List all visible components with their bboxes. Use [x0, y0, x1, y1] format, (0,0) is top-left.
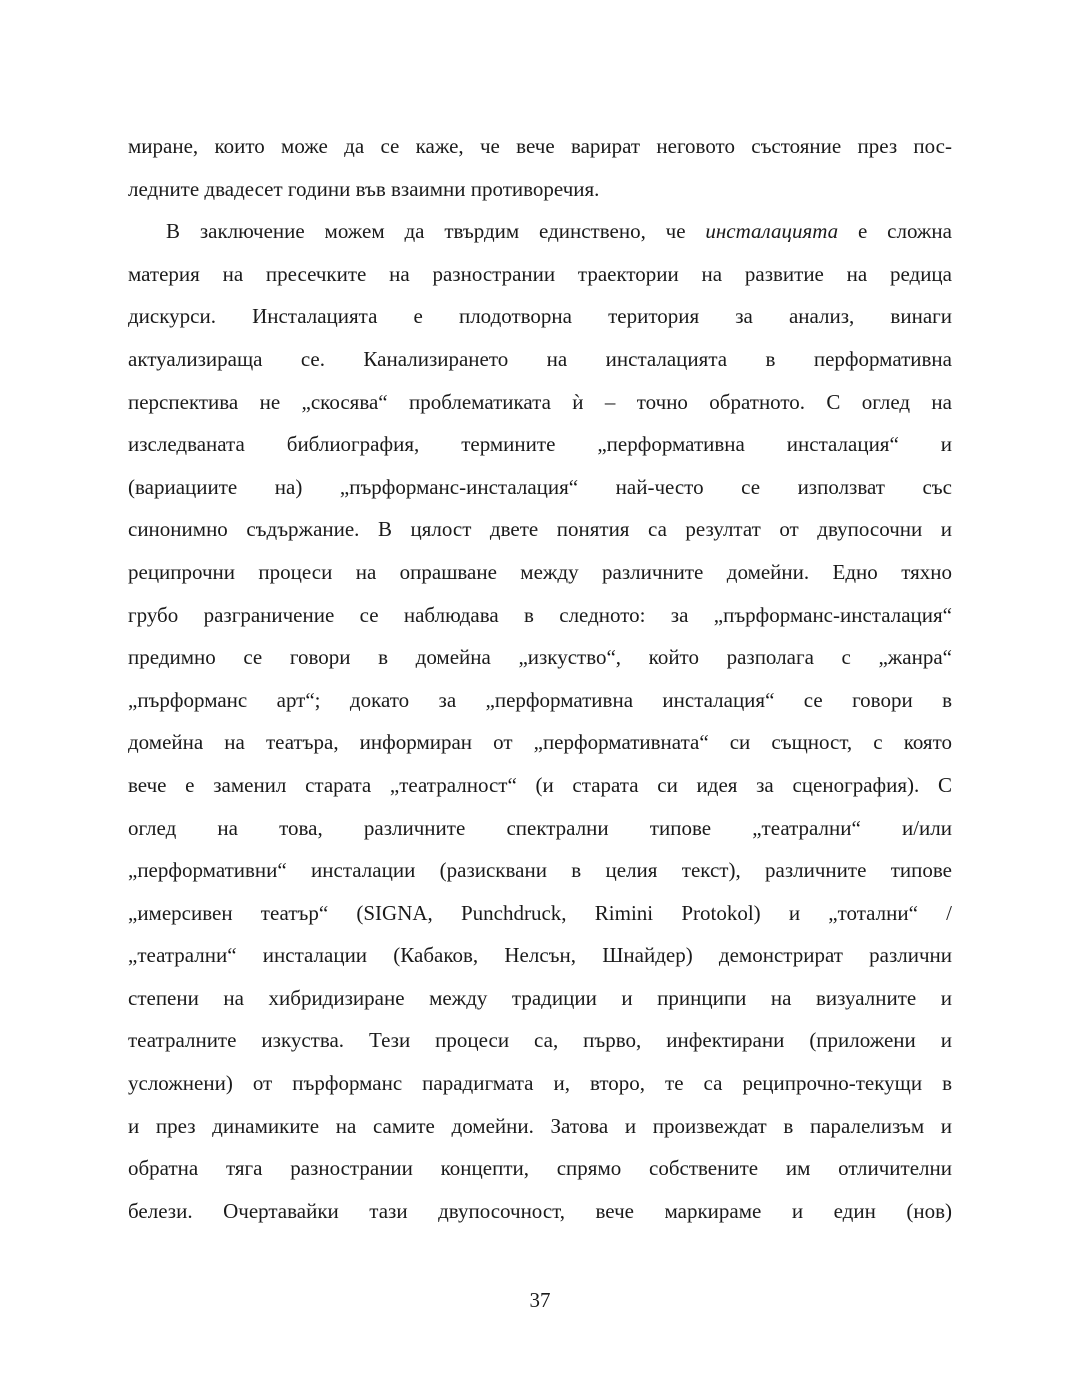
text-line: миране, които може да се каже, че вече варират неговото състояние през пос-	[128, 134, 952, 158]
text-line: степени на хибридизиране между традиции и принципи на визуалните и	[128, 985, 952, 1010]
text-line: усложнени) от пърформанс парадигмата и, второ, те са реципрочно-текущи в	[128, 1071, 952, 1096]
text-segment: е сложна	[838, 219, 952, 244]
text-line: обратна тяга разнострании концепти, спрямо собствените им отличителни	[128, 1156, 952, 1181]
text-line	[128, 210, 952, 253]
text-line: (вариациите на) „пърформанс-инсталация“ най-често се използват със	[128, 474, 952, 499]
text-line: „театрални“ инсталации (Кабаков, Нелсън, Шнайдер) демонстрират различни	[128, 943, 952, 968]
text-line: материя на пресечките на разнострании траектории на развитие на редица	[128, 261, 952, 286]
text-line: перспектива не „скосява“ проблематиката ѝ – точно обратното. С оглед на	[128, 389, 952, 414]
text-line: „имерсивен театър“ (SIGNA, Punchdruck, Rimini Protokol) и „тотални“ /	[128, 900, 952, 925]
text-line: оглед на това, различните спектрални типове „театрални“ и/или	[128, 815, 952, 840]
text-line: „перформативни“ инсталации (разисквани в целия текст), различните типове	[128, 858, 952, 883]
text-line: вече е заменил старата „театралност“ (и старата си идея за сценография). С	[128, 772, 952, 797]
emphasized-term: инсталацията	[705, 219, 839, 244]
text-line: грубо разграничение се наблюдава в следното: за „пърформанс-инсталация“	[128, 602, 952, 627]
text-line: предимно се говори в домейна „изкуство“, който разполага с „жанра“	[128, 645, 952, 670]
text-line: белези. Очертавайки тази двупосочност, вече маркираме и един (нов)	[128, 1198, 952, 1223]
text-line: изследваната библиография, термините „перформативна инсталация“ и	[128, 432, 952, 457]
text-line: актуализираща се. Канализирането на инсталацията в перформативна	[128, 346, 952, 371]
text-line: ледните двадесет години във взаимни противоречия.	[128, 176, 600, 201]
text-line: театралните изкуства. Тези процеси са, първо, инфектирани (приложени и	[128, 1028, 952, 1053]
text-line: дискурси. Инсталацията е плодотворна територия за анализ, винаги	[128, 304, 952, 329]
page-number: 37	[529, 1288, 551, 1312]
text-line: и през динамиките на самите домейни. Затова и произвеждат в паралелизъм и	[128, 1113, 952, 1138]
text-line: домейна на театъра, информиран от „перформативната“ си същност, с която	[128, 730, 952, 755]
text-line: „пърформанс арт“; докато за „перформативна инсталация“ се говори в	[128, 687, 952, 712]
text-line: реципрочни процеси на опрашване между различните домейни. Едно тяхно	[128, 559, 952, 584]
text-line: синонимно съдържание. В цялост двете понятия са резултат от двупосочни и	[128, 517, 952, 542]
text-segment: В заключение можем да твърдим единствено, че	[166, 219, 706, 244]
body-text	[128, 125, 952, 1232]
